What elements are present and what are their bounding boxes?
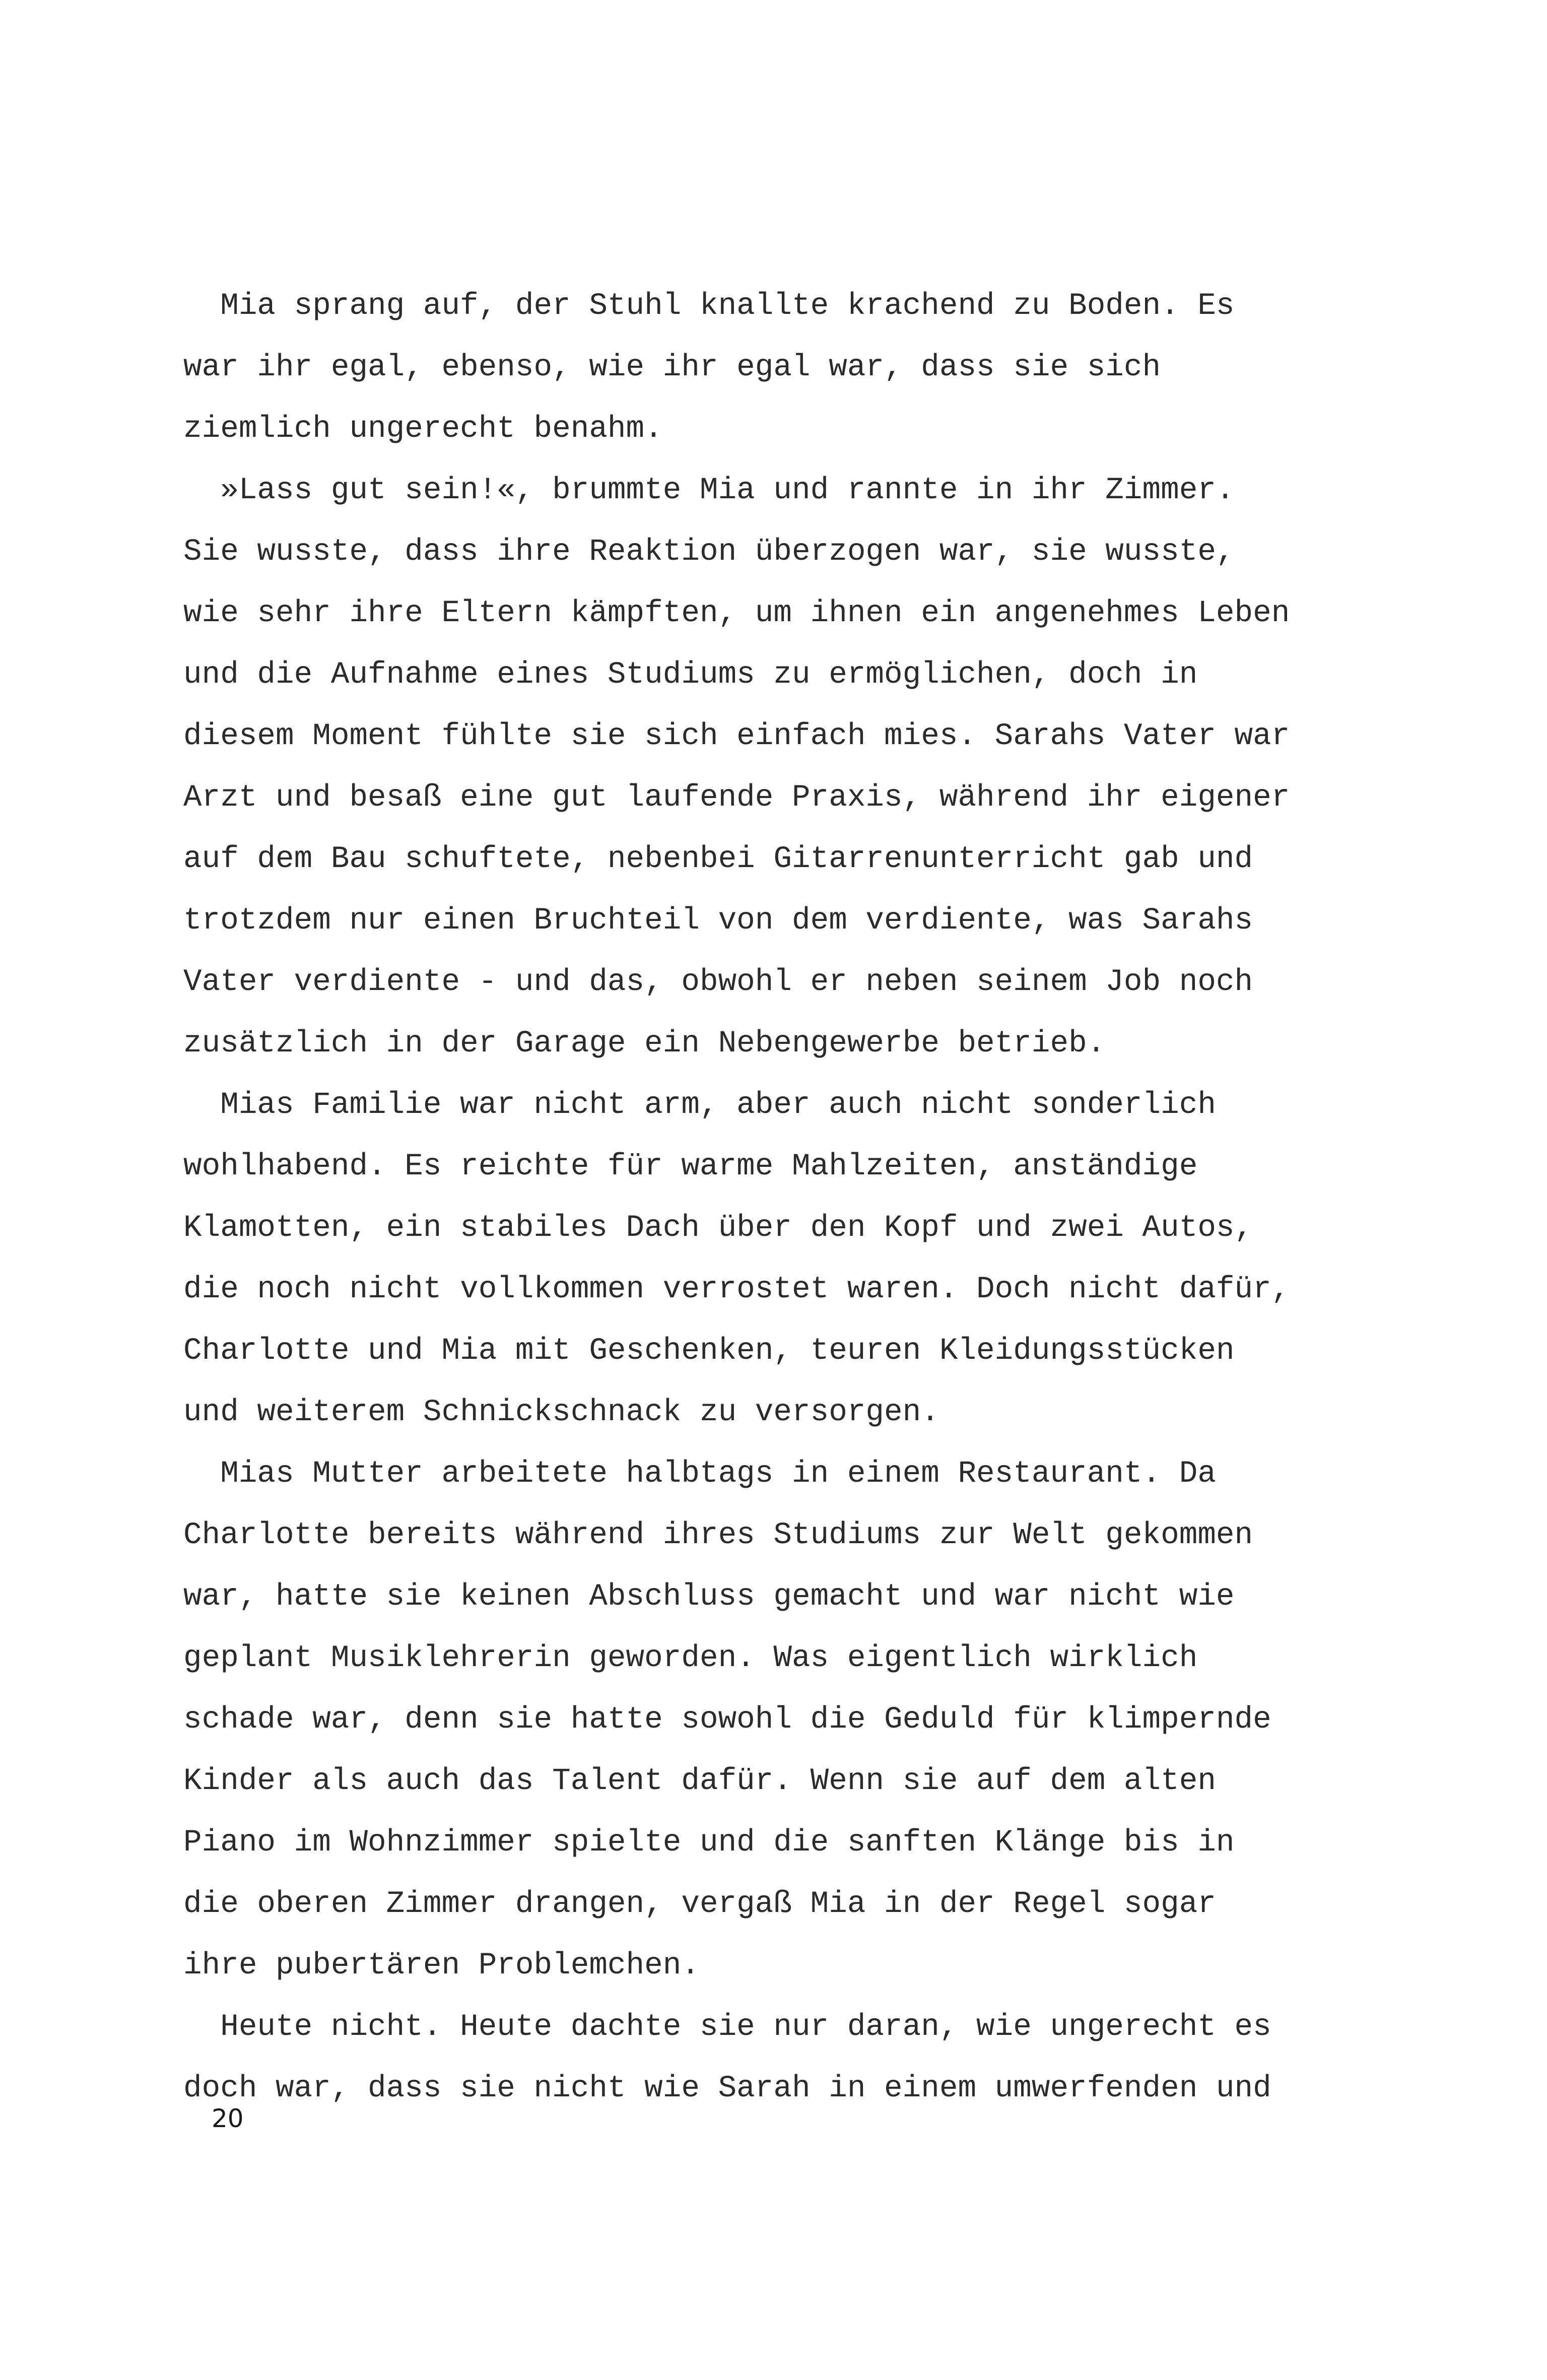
text-line: zusätzlich in der Garage ein Nebengewerbe betrieb. [183, 1026, 1106, 1061]
text-line: Arzt und besaß eine gut laufende Praxis, während ihr eigener [183, 780, 1290, 815]
text-line: Mia sprang auf, der Stuhl knallte krachend zu Boden. Es [183, 289, 1235, 323]
text-line: Heute nicht. Heute dachte sie nur daran, wie ungerecht es [183, 2010, 1271, 2044]
text-line: wie sehr ihre Eltern kämpften, um ihnen ein angenehmes Leben [183, 596, 1290, 631]
text-line: und weiterem Schnickschnack zu versorgen. [183, 1395, 939, 1430]
text-line: Vater verdiente - und das, obwohl er neben seinem Job noch [183, 965, 1253, 1000]
text-line: Charlotte und Mia mit Geschenken, teuren Kleidungsstücken [183, 1334, 1235, 1368]
text-line: wohlhabend. Es reichte für warme Mahlzeiten, anständige [183, 1149, 1198, 1184]
page-number: 20 [212, 2104, 244, 2133]
text-line: Charlotte bereits während ihres Studiums zur Welt gekommen [183, 1518, 1253, 1553]
text-line: geplant Musiklehrerin geworden. Was eigentlich wirklich [183, 1641, 1198, 1676]
text-line: die oberen Zimmer drangen, vergaß Mia in der Regel sogar [183, 1887, 1216, 1922]
text-line: ihre pubertären Problemchen. [183, 1948, 700, 1983]
text-line: »Lass gut sein!«, brummte Mia und rannte in ihr Zimmer. [183, 473, 1235, 508]
text-line: auf dem Bau schuftete, nebenbei Gitarrenunterricht gab und [183, 842, 1253, 877]
text-line: schade war, denn sie hatte sowohl die Geduld für klimpernde [183, 1702, 1271, 1737]
text-line: doch war, dass sie nicht wie Sarah in einem umwerfenden und [183, 2071, 1271, 2106]
text-line: Klamotten, ein stabiles Dach über den Kopf und zwei Autos, [183, 1211, 1253, 1245]
text-line: Kinder als auch das Talent dafür. Wenn sie auf dem alten [183, 1764, 1216, 1799]
text-line: war ihr egal, ebenso, wie ihr egal war, dass sie sich [183, 350, 1161, 385]
text-line: trotzdem nur einen Bruchteil von dem verdiente, was Sarahs [183, 903, 1253, 938]
text-line: diesem Moment fühlte sie sich einfach mies. Sarahs Vater war [183, 719, 1290, 754]
text-line: Piano im Wohnzimmer spielte und die sanften Klänge bis in [183, 1825, 1235, 1860]
text-line: und die Aufnahme eines Studiums zu ermöglichen, doch in [183, 657, 1198, 692]
text-line: Mias Familie war nicht arm, aber auch nicht sonderlich [183, 1088, 1216, 1122]
text-line: die noch nicht vollkommen verrostet waren. Doch nicht dafür, [183, 1272, 1290, 1307]
text-line: Sie wusste, dass ihre Reaktion überzogen war, sie wusste, [183, 535, 1235, 569]
text-line: war, hatte sie keinen Abschluss gemacht und war nicht wie [183, 1579, 1235, 1614]
text-line: Mias Mutter arbeitete halbtags in einem Restaurant. Da [183, 1457, 1216, 1491]
text-line: ziemlich ungerecht benahm. [183, 412, 663, 446]
body-text [183, 276, 1342, 2120]
